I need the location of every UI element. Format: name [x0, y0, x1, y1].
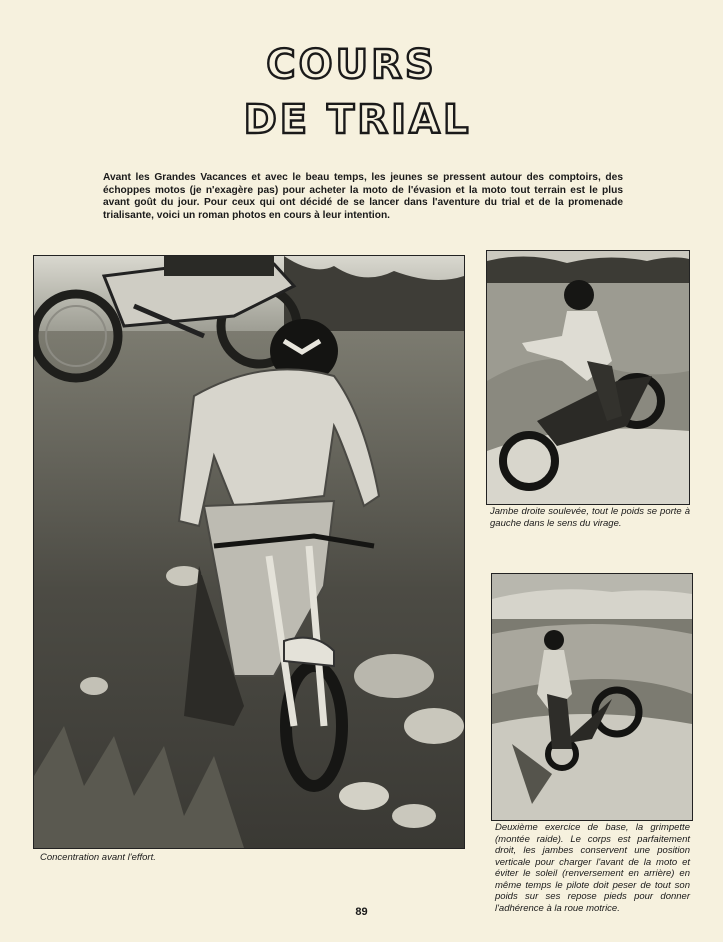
caption-main-photo: Concentration avant l'effort. [40, 852, 156, 863]
photo-rider-turning [486, 250, 690, 505]
caption-bottom-photo: Deuxième exercice de base, la grimpette (montée raide). Le corps est parfaitement droit, les jambes conservent une position verticale pour charger l'avant de la moto et éviter le soleil (renversement en arrière) en même temps le pilote doit peser de tout son poids sur ses repose pieds pour donner l'adhérence à la roue motrice. [495, 822, 690, 914]
photo-rider-climbing [491, 573, 693, 821]
photo-rider-concentration [33, 255, 465, 849]
intro-paragraph: Avant les Grandes Vacances et avec le beau temps, les jeunes se pressent autour des comptoirs, des échoppes motos (je n'exagère pas) pour acheter la moto de l'évasion et la moto tout terrain est le plus avant goût du jour. Pour ceux qui ont décidé de se lancer dans l'aventure du trial et de la promenade trialisante, voici un roman photos en cours à leur intention. [103, 172, 623, 221]
article-title-line-2: DE TRIAL [243, 97, 472, 143]
caption-top-photo: Jambe droite soulevée, tout le poids se porte à gauche dans le sens du virage. [490, 506, 690, 529]
article-title-line-1: COURS [266, 42, 437, 88]
page-number: 89 [355, 906, 368, 918]
